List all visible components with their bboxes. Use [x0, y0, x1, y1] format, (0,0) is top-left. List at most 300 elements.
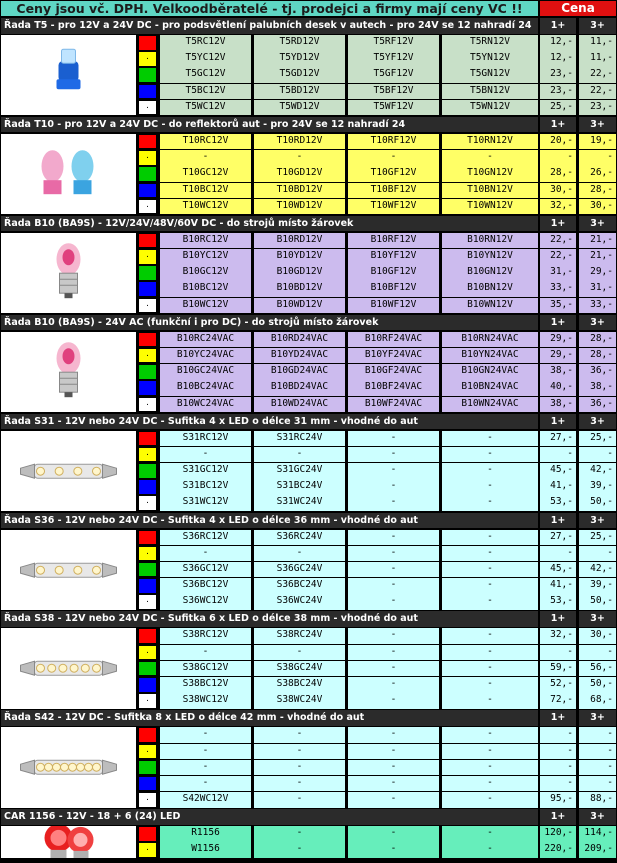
product-code: S36BC24V	[254, 578, 345, 594]
product-code: -	[348, 530, 439, 546]
product-code: -	[442, 530, 538, 546]
product-code: B10YC12V	[160, 249, 251, 265]
price-3: 21,-	[579, 249, 616, 265]
product-code: -	[254, 776, 345, 792]
color-swatch	[138, 380, 157, 396]
product-code: -	[442, 562, 538, 578]
price-1: 29,-	[540, 332, 576, 348]
qty-1-header: 1+	[540, 414, 576, 430]
product-code: B10WN12V	[442, 298, 538, 314]
product-code: -	[442, 479, 538, 495]
product-code: -	[254, 826, 345, 842]
product-code: -	[442, 661, 538, 677]
product-code: -	[442, 727, 538, 743]
product-code: -	[348, 677, 439, 693]
price-1: 23,-	[540, 67, 576, 83]
price-column-header: Cena	[540, 1, 616, 16]
color-swatch	[138, 727, 157, 743]
color-swatch	[138, 530, 157, 546]
product-code: -	[442, 842, 538, 858]
page-title: Ceny jsou vč. DPH. Velkoodběratelé - tj. prodejci a firmy mají ceny VC !!	[1, 1, 538, 16]
product-code: B10WF12V	[348, 298, 439, 314]
product-code: B10YD24VAC	[254, 348, 345, 364]
price-1: -	[540, 776, 576, 792]
price-3: 36,-	[579, 364, 616, 380]
product-code: T10RN12V	[442, 134, 538, 150]
product-code: -	[348, 744, 439, 760]
color-swatch	[138, 199, 157, 215]
product-code: T10BF12V	[348, 183, 439, 199]
product-code: T5YF12V	[348, 51, 439, 67]
color-swatch	[138, 495, 157, 511]
price-1: 52,-	[540, 677, 576, 693]
swatch-dot: .	[146, 447, 149, 458]
price-3: 28,-	[579, 183, 616, 199]
color-swatch	[138, 628, 157, 644]
color-swatch	[138, 463, 157, 479]
swatch-dot: .	[146, 843, 149, 854]
product-code: -	[348, 578, 439, 594]
product-code: T10WN12V	[442, 199, 538, 215]
qty-1-header: 1+	[540, 513, 576, 529]
price-3: 22,-	[579, 67, 616, 83]
product-code: -	[348, 479, 439, 495]
product-code: S42WC12V	[160, 792, 251, 808]
product-image	[1, 826, 136, 858]
product-code: -	[442, 677, 538, 693]
product-code: B10YC24VAC	[160, 348, 251, 364]
price-3: 21,-	[579, 233, 616, 249]
product-code: -	[254, 792, 345, 808]
product-code: S38RC24V	[254, 628, 345, 644]
product-code: B10GD24VAC	[254, 364, 345, 380]
color-swatch	[138, 100, 157, 116]
product-code: -	[254, 842, 345, 858]
product-code: -	[254, 760, 345, 776]
product-code: T10BC12V	[160, 183, 251, 199]
swatch-dot: .	[146, 744, 149, 755]
section-title: Řada B10 (BA9S) - 12V/24V/48V/60V DC - do strojů místo žárovek	[1, 216, 538, 232]
section-title: CAR 1156 - 12V - 18 + 6 (24) LED	[1, 809, 538, 825]
qty-3-header: 3+	[579, 414, 616, 430]
price-1: 45,-	[540, 562, 576, 578]
price-1: 23,-	[540, 84, 576, 100]
product-image	[1, 233, 136, 313]
qty-3-header: 3+	[579, 611, 616, 627]
price-1: 35,-	[540, 298, 576, 314]
color-swatch	[138, 51, 157, 67]
price-1: 53,-	[540, 495, 576, 511]
product-code: -	[442, 546, 538, 562]
b10-ac-bulb-icon	[1, 332, 136, 412]
product-code: B10WN24VAC	[442, 397, 538, 413]
product-code: S31RC24V	[254, 431, 345, 447]
product-image	[1, 431, 136, 511]
product-code: S31BC24V	[254, 479, 345, 495]
qty-3-header: 3+	[579, 315, 616, 331]
swatch-dot: .	[146, 694, 149, 705]
price-1: -	[540, 760, 576, 776]
product-code: -	[254, 150, 345, 166]
price-3: -	[579, 760, 616, 776]
product-code: S31BC12V	[160, 479, 251, 495]
qty-1-header: 1+	[540, 710, 576, 726]
price-3: -	[579, 776, 616, 792]
section-title: Řada B10 (BA9S) - 24V AC (funkční i pro DC) - do strojů místo žárovek	[1, 315, 538, 331]
price-1: 12,-	[540, 51, 576, 67]
product-code: B10RN24VAC	[442, 332, 538, 348]
qty-3-header: 3+	[579, 710, 616, 726]
swatch-dot: .	[146, 595, 149, 606]
color-swatch	[138, 842, 157, 858]
color-swatch	[138, 35, 157, 51]
product-code: B10GF12V	[348, 265, 439, 281]
product-code: T10WF12V	[348, 199, 439, 215]
product-code: B10BF12V	[348, 281, 439, 297]
product-code: -	[160, 546, 251, 562]
color-swatch	[138, 134, 157, 150]
price-1: 120,-	[540, 826, 576, 842]
product-code: B10RD12V	[254, 233, 345, 249]
swatch-dot: .	[146, 645, 149, 656]
product-code: T10BD12V	[254, 183, 345, 199]
price-1: 38,-	[540, 397, 576, 413]
product-code: -	[160, 776, 251, 792]
section-title: Řada S42 - 12V DC - Sufitka 8 x LED o délce 42 mm - vhodné do aut	[1, 710, 538, 726]
product-code: -	[442, 628, 538, 644]
qty-3-header: 3+	[579, 117, 616, 133]
product-code: S36RC24V	[254, 530, 345, 546]
product-code: T5GC12V	[160, 67, 251, 83]
swatch-dot: .	[146, 199, 149, 210]
price-3: 28,-	[579, 348, 616, 364]
color-swatch	[138, 249, 157, 265]
price-3: 31,-	[579, 281, 616, 297]
color-swatch	[138, 677, 157, 693]
product-code: -	[348, 842, 439, 858]
price-1: -	[540, 447, 576, 463]
product-code: T5RF12V	[348, 35, 439, 51]
color-swatch	[138, 760, 157, 776]
color-swatch	[138, 447, 157, 463]
product-code: B10RF12V	[348, 233, 439, 249]
product-code: B10BC24VAC	[160, 380, 251, 396]
product-code: T10GN12V	[442, 166, 538, 182]
color-swatch	[138, 150, 157, 166]
product-code: T5WN12V	[442, 100, 538, 116]
product-code: S36GC12V	[160, 562, 251, 578]
product-code: -	[348, 661, 439, 677]
color-swatch	[138, 431, 157, 447]
color-swatch	[138, 578, 157, 594]
price-3: 29,-	[579, 265, 616, 281]
product-code: B10BD12V	[254, 281, 345, 297]
product-code: -	[348, 463, 439, 479]
product-code: T10WD12V	[254, 199, 345, 215]
price-3: 26,-	[579, 166, 616, 182]
qty-1-header: 1+	[540, 611, 576, 627]
product-code: T5WD12V	[254, 100, 345, 116]
swatch-dot: .	[146, 348, 149, 359]
product-code: -	[254, 546, 345, 562]
product-image	[1, 530, 136, 610]
product-code: S31WC12V	[160, 495, 251, 511]
product-code: S36WC24V	[254, 594, 345, 610]
product-code: B10BD24VAC	[254, 380, 345, 396]
color-swatch	[138, 183, 157, 199]
product-code: T5YC12V	[160, 51, 251, 67]
product-code: T5RD12V	[254, 35, 345, 51]
price-3: 39,-	[579, 578, 616, 594]
festoon-4led-icon	[1, 530, 136, 610]
price-1: -	[540, 744, 576, 760]
price-3: 19,-	[579, 134, 616, 150]
product-image	[1, 628, 136, 708]
qty-1-header: 1+	[540, 315, 576, 331]
price-1: 59,-	[540, 661, 576, 677]
price-1: 27,-	[540, 431, 576, 447]
color-swatch	[138, 348, 157, 364]
price-1: 33,-	[540, 281, 576, 297]
product-code: B10BN24VAC	[442, 380, 538, 396]
product-code: -	[442, 792, 538, 808]
qty-3-header: 3+	[579, 18, 616, 34]
price-1: 25,-	[540, 100, 576, 116]
product-code: S38RC12V	[160, 628, 251, 644]
product-code: T5GF12V	[348, 67, 439, 83]
qty-1-header: 1+	[540, 216, 576, 232]
product-code: T5RC12V	[160, 35, 251, 51]
product-code: S38WC12V	[160, 693, 251, 709]
product-code: T5GN12V	[442, 67, 538, 83]
price-3: 11,-	[579, 35, 616, 51]
product-code: -	[442, 776, 538, 792]
product-code: T5BD12V	[254, 84, 345, 100]
product-code: B10YF12V	[348, 249, 439, 265]
price-3: 28,-	[579, 332, 616, 348]
section-title: Řada S36 - 12V nebo 24V DC - Sufitka 4 x LED o délce 36 mm - vhodné do aut	[1, 513, 538, 529]
product-code: B10BF24VAC	[348, 380, 439, 396]
price-1: 30,-	[540, 183, 576, 199]
price-1: 45,-	[540, 463, 576, 479]
color-swatch	[138, 546, 157, 562]
price-3: 209,-	[579, 842, 616, 858]
product-code: B10BC12V	[160, 281, 251, 297]
price-3: -	[579, 546, 616, 562]
product-code: T5WC12V	[160, 100, 251, 116]
price-3: 25,-	[579, 530, 616, 546]
product-code: -	[348, 495, 439, 511]
festoon-4led-icon	[1, 431, 136, 511]
product-code: -	[254, 645, 345, 661]
product-code: S31WC24V	[254, 495, 345, 511]
color-swatch	[138, 233, 157, 249]
price-1: 31,-	[540, 265, 576, 281]
section-title: Řada S38 - 12V nebo 24V DC - Sufitka 6 x LED o délce 38 mm - vhodné do aut	[1, 611, 538, 627]
price-1: 12,-	[540, 35, 576, 51]
product-image	[1, 35, 136, 115]
product-code: -	[442, 760, 538, 776]
product-code: T10GF12V	[348, 166, 439, 182]
color-swatch	[138, 166, 157, 182]
price-3: -	[579, 744, 616, 760]
b10-bulb-icon	[1, 233, 136, 313]
price-3: 42,-	[579, 463, 616, 479]
product-code: S38BC24V	[254, 677, 345, 693]
product-code: B10GN12V	[442, 265, 538, 281]
product-code: S36BC12V	[160, 578, 251, 594]
product-code: B10WD12V	[254, 298, 345, 314]
product-code: B10YD12V	[254, 249, 345, 265]
price-3: 30,-	[579, 199, 616, 215]
product-code: -	[442, 744, 538, 760]
price-3: 22,-	[579, 84, 616, 100]
price-3: 11,-	[579, 51, 616, 67]
color-swatch	[138, 744, 157, 760]
festoon-6led-icon	[1, 628, 136, 708]
product-code: S38GC24V	[254, 661, 345, 677]
price-1: 32,-	[540, 628, 576, 644]
price-3: -	[579, 727, 616, 743]
color-swatch	[138, 792, 157, 808]
color-swatch	[138, 397, 157, 413]
product-code: T5RN12V	[442, 35, 538, 51]
product-code: B10GC24VAC	[160, 364, 251, 380]
price-1: 95,-	[540, 792, 576, 808]
product-code: -	[348, 546, 439, 562]
price-1: 22,-	[540, 233, 576, 249]
swatch-dot: .	[146, 151, 149, 162]
t5-blue-bulb-icon	[1, 35, 136, 115]
product-code: B10RF24VAC	[348, 332, 439, 348]
qty-1-header: 1+	[540, 18, 576, 34]
product-code: T10GD12V	[254, 166, 345, 182]
color-swatch	[138, 594, 157, 610]
color-swatch	[138, 693, 157, 709]
swatch-dot: .	[146, 52, 149, 63]
price-3: -	[579, 447, 616, 463]
product-code: -	[348, 447, 439, 463]
price-3: 56,-	[579, 661, 616, 677]
price-3: 23,-	[579, 100, 616, 116]
swatch-dot: .	[146, 397, 149, 408]
price-1: 29,-	[540, 348, 576, 364]
swatch-dot: .	[146, 546, 149, 557]
price-1: 28,-	[540, 166, 576, 182]
price-3: 25,-	[579, 431, 616, 447]
product-code: T5YN12V	[442, 51, 538, 67]
product-code: -	[348, 792, 439, 808]
product-code: -	[442, 447, 538, 463]
product-code: S38BC12V	[160, 677, 251, 693]
product-code: S36WC12V	[160, 594, 251, 610]
swatch-dot: .	[146, 793, 149, 804]
product-code: -	[254, 744, 345, 760]
product-code: -	[348, 727, 439, 743]
price-1: -	[540, 727, 576, 743]
product-code: -	[160, 727, 251, 743]
product-code: -	[348, 431, 439, 447]
qty-3-header: 3+	[579, 216, 616, 232]
price-1: 41,-	[540, 479, 576, 495]
product-code: T5BF12V	[348, 84, 439, 100]
price-3: 39,-	[579, 479, 616, 495]
price-1: 22,-	[540, 249, 576, 265]
product-image	[1, 134, 136, 214]
product-code: -	[348, 562, 439, 578]
price-3: 114,-	[579, 826, 616, 842]
color-swatch	[138, 265, 157, 281]
product-code: -	[348, 693, 439, 709]
price-3: 88,-	[579, 792, 616, 808]
product-image	[1, 332, 136, 412]
product-code: T10RD12V	[254, 134, 345, 150]
color-swatch	[138, 364, 157, 380]
qty-3-header: 3+	[579, 809, 616, 825]
product-code: -	[442, 594, 538, 610]
qty-1-header: 1+	[540, 809, 576, 825]
product-code: -	[442, 693, 538, 709]
price-1: -	[540, 645, 576, 661]
price-3: 50,-	[579, 594, 616, 610]
price-1: -	[540, 546, 576, 562]
price-1: 53,-	[540, 594, 576, 610]
product-code: B10YF24VAC	[348, 348, 439, 364]
price-3: -	[579, 645, 616, 661]
swatch-dot: .	[146, 298, 149, 309]
qty-1-header: 1+	[540, 117, 576, 133]
product-code: -	[160, 645, 251, 661]
color-swatch	[138, 645, 157, 661]
festoon-8led-icon	[1, 727, 136, 807]
price-3: 38,-	[579, 380, 616, 396]
product-code: B10RC24VAC	[160, 332, 251, 348]
price-1: 40,-	[540, 380, 576, 396]
section-title: Řada T10 - pro 12V a 24V DC - do reflektorů aut - pro 24V se 12 nahradí 24	[1, 117, 538, 133]
swatch-dot: .	[146, 496, 149, 507]
price-3: 50,-	[579, 677, 616, 693]
product-code: B10WC12V	[160, 298, 251, 314]
section-title: Řada S31 - 12V nebo 24V DC - Sufitka 4 x LED o délce 31 mm - vhodné do aut	[1, 414, 538, 430]
product-code: T5BN12V	[442, 84, 538, 100]
product-code: B10WC24VAC	[160, 397, 251, 413]
price-3: 30,-	[579, 628, 616, 644]
price-3: 68,-	[579, 693, 616, 709]
swatch-dot: .	[146, 250, 149, 260]
t10-bulbs-icon	[1, 134, 136, 214]
color-swatch	[138, 281, 157, 297]
product-code: -	[442, 826, 538, 842]
product-code: S31GC24V	[254, 463, 345, 479]
product-code: S38GC12V	[160, 661, 251, 677]
product-code: T10GC12V	[160, 166, 251, 182]
product-code: -	[348, 628, 439, 644]
product-code: -	[442, 463, 538, 479]
price-1: 72,-	[540, 693, 576, 709]
price-1: 220,-	[540, 842, 576, 858]
color-swatch	[138, 479, 157, 495]
product-code: T10RF12V	[348, 134, 439, 150]
price-1: 38,-	[540, 364, 576, 380]
product-code: B10GD12V	[254, 265, 345, 281]
product-code: -	[442, 495, 538, 511]
product-code: B10GF24VAC	[348, 364, 439, 380]
product-code: T5YD12V	[254, 51, 345, 67]
swatch-dot: .	[146, 100, 149, 111]
product-code: -	[348, 776, 439, 792]
price-1: 32,-	[540, 199, 576, 215]
product-code: B10BN12V	[442, 281, 538, 297]
